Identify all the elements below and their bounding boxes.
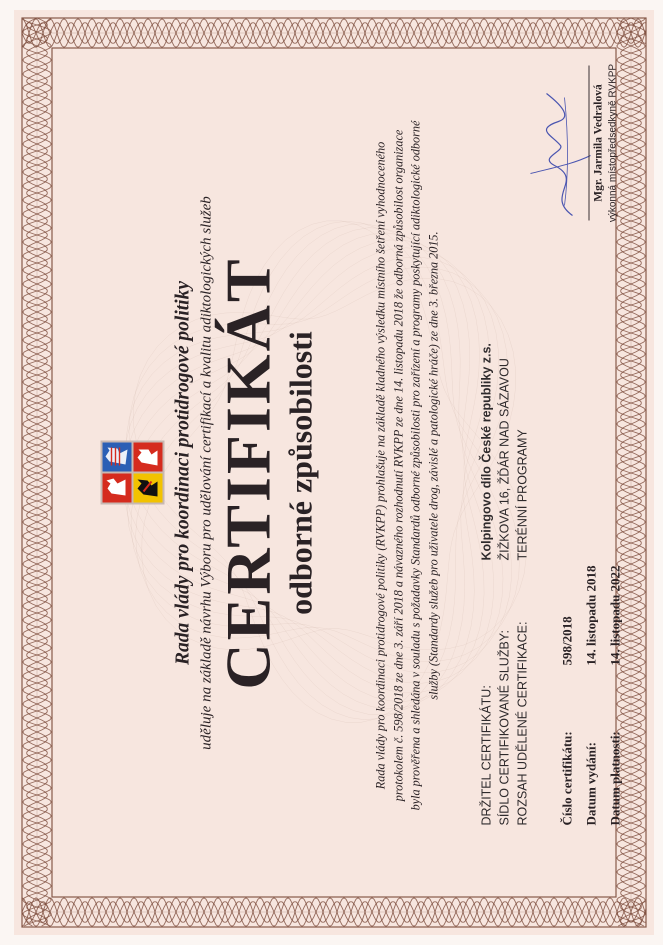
validity-date-value: 14. listopadu 2022 <box>607 564 622 665</box>
certificate-content <box>54 30 622 915</box>
signatory-role: výkonná místopředsedkyně RVKPP <box>607 63 618 222</box>
validity-date-label: Datum platnosti: <box>607 730 622 825</box>
holder-label: DRŽITEL CERTIFIKÁTU: <box>479 684 493 825</box>
service-seat-label: SÍDLO CERTIFIKOVANÉ SLUŽBY: <box>497 629 511 825</box>
certificate-number-value: 598/2018 <box>559 615 574 665</box>
czech-state-emblem-icon <box>99 439 165 505</box>
certificate-title: CERTIFIKÁT <box>212 255 283 690</box>
issuer-subline: uděluje na základě návrhu Výboru pro udělování certifikací a kvalitu adiktologických služeb <box>198 195 214 750</box>
certificate-number-label: Číslo certifikátu: <box>559 730 574 825</box>
certificate-body-text: Rada vlády pro koordinaci protidrogové politiky (RVKPP) prohlašuje na základě kladného výsledku místního šetření vyhodnoceného protokolem č. 598/2018 ze dne 3. září 2018 a návazného rozhodnutí RVKPP ze dne 14. listopadu 2018 že odborná způsobilost organizace byla prověřena a shledána v souladu s požadavky Standardů odborné způsobilosti pro zařízení a programy poskytující adiktologické odborné služby (Standardy služeb pro uživatele drog, závislé a patologické hráče) ze dne 3. března 2015. <box>373 120 440 810</box>
issue-date-value: 14. listopadu 2018 <box>583 564 598 665</box>
certificate-subtitle: odborné způsobilosti <box>282 330 318 615</box>
issue-date-label: Datum vydání: <box>583 741 598 825</box>
signature-line <box>588 65 589 220</box>
service-seat-value: ŽIŽKOVA 16, ŽĎÁR NAD SÁZAVOU <box>497 357 511 560</box>
issuer-name: Rada vlády pro koordinaci protidrogové politiky <box>172 280 193 665</box>
holder-value: Kolpingovo dílo České republiky z.s. <box>479 342 493 560</box>
signature-icon <box>524 85 594 225</box>
certificate-sheet <box>14 10 654 935</box>
certification-scope-label: ROZSAH UDĚLENÉ CERTIFIKACE: <box>515 621 529 825</box>
certification-scope-value: TERÉNNÍ PROGRAMY <box>515 428 529 560</box>
signatory-name: Mgr. Jarmila Vedralová <box>592 83 604 202</box>
